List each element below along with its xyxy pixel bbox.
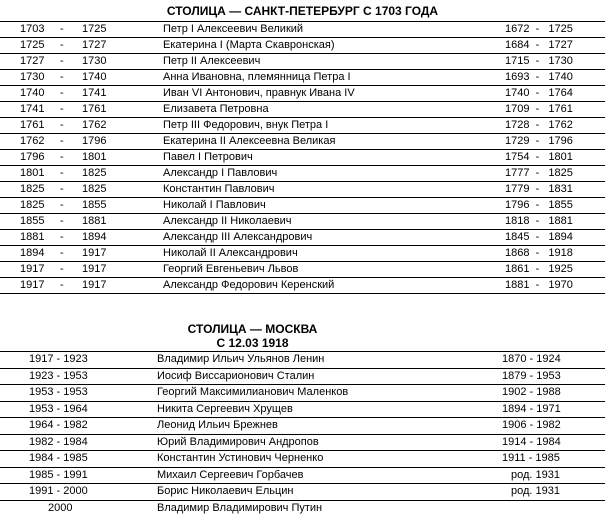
reign-years: 1964 - 1982 bbox=[29, 418, 88, 433]
reign-start: 1727 bbox=[20, 54, 44, 69]
table-row bbox=[0, 182, 605, 198]
table-row bbox=[0, 402, 605, 419]
life-years: 1881 - 1970 bbox=[505, 278, 573, 293]
reign-end: 1741 bbox=[82, 86, 106, 101]
reign-dash: - bbox=[60, 246, 64, 261]
ruler-name: Владимир Владимирович Путин bbox=[157, 501, 322, 516]
ruler-name: Екатерина I (Марта Скавронская) bbox=[163, 38, 335, 53]
life-years: 1740 - 1764 bbox=[505, 86, 573, 101]
ruler-name: Михаил Сергеевич Горбачев bbox=[157, 468, 303, 483]
reign-end: 1917 bbox=[82, 262, 106, 277]
table-row bbox=[0, 484, 605, 501]
reign-start: 1762 bbox=[20, 134, 44, 149]
ruler-name: Александр III Александрович bbox=[163, 230, 312, 245]
reign-end: 1725 bbox=[82, 22, 106, 37]
ruler-name: Петр II Алексеевич bbox=[163, 54, 260, 69]
reign-dash: - bbox=[60, 150, 64, 165]
reign-end: 1762 bbox=[82, 118, 106, 133]
life-years: род. 1931 bbox=[511, 484, 560, 499]
table-row bbox=[0, 435, 605, 452]
table-row bbox=[0, 214, 605, 230]
life-years: 1911 - 1985 bbox=[502, 451, 560, 466]
table-row bbox=[0, 198, 605, 214]
reign-start: 1796 bbox=[20, 150, 44, 165]
reign-dash: - bbox=[60, 102, 64, 117]
table-row bbox=[0, 134, 605, 150]
table-row bbox=[0, 352, 605, 369]
reign-start: 1730 bbox=[20, 70, 44, 85]
ruler-name: Иван VI Антонович, правнук Ивана IV bbox=[163, 86, 355, 101]
life-years: 1914 - 1984 bbox=[502, 435, 561, 450]
ruler-name: Константин Устинович Черненко bbox=[157, 451, 323, 466]
ruler-name: Александр Федорович Керенский bbox=[163, 278, 334, 293]
ruler-name: Георгий Максимилианович Маленков bbox=[157, 385, 348, 400]
life-years: 1902 - 1988 bbox=[502, 385, 561, 400]
reign-dash: - bbox=[60, 70, 64, 85]
ruler-name: Анна Ивановна, племянница Петра I bbox=[163, 70, 351, 85]
table-row bbox=[0, 166, 605, 182]
life-years: 1879 - 1953 bbox=[502, 369, 561, 384]
reign-end: 1881 bbox=[82, 214, 106, 229]
table-row bbox=[0, 70, 605, 86]
reign-start: 1761 bbox=[20, 118, 44, 133]
life-years: 1709 - 1761 bbox=[505, 102, 573, 117]
ruler-name: Николай II Александрович bbox=[163, 246, 298, 261]
reign-years: 1923 - 1953 bbox=[29, 369, 88, 384]
reign-dash: - bbox=[60, 86, 64, 101]
reign-years: 1953 - 1964 bbox=[29, 402, 88, 417]
ruler-name: Александр I Павлович bbox=[163, 166, 277, 181]
reign-dash: - bbox=[60, 262, 64, 277]
life-years: 1672 - 1725 bbox=[505, 22, 573, 37]
reign-dash: - bbox=[60, 182, 64, 197]
reign-end: 1796 bbox=[82, 134, 106, 149]
ruler-name: Константин Павлович bbox=[163, 182, 275, 197]
reign-end: 1761 bbox=[82, 102, 106, 117]
table-row bbox=[0, 468, 605, 485]
life-years: 1728 - 1762 bbox=[505, 118, 573, 133]
section-title-moscow: СТОЛИЦА — МОСКВА bbox=[0, 322, 505, 336]
reign-dash: - bbox=[60, 278, 64, 293]
ruler-name: Елизавета Петровна bbox=[163, 102, 269, 117]
table-row bbox=[0, 278, 605, 294]
reign-start: 1894 bbox=[20, 246, 44, 261]
table-row bbox=[0, 369, 605, 386]
life-years: 1777 - 1825 bbox=[505, 166, 573, 181]
reign-start: 1703 bbox=[20, 22, 44, 37]
reign-end: 1825 bbox=[82, 166, 106, 181]
reign-end: 1917 bbox=[82, 246, 106, 261]
table-row bbox=[0, 230, 605, 246]
section-subtitle-moscow-date: С 12.03 1918 bbox=[0, 336, 505, 350]
ruler-name: Владимир Ильич Ульянов Ленин bbox=[157, 352, 324, 367]
reign-dash: - bbox=[60, 38, 64, 53]
reign-end: 1730 bbox=[82, 54, 106, 69]
reign-end: 1825 bbox=[82, 182, 106, 197]
table-row bbox=[0, 246, 605, 262]
reign-start: 1725 bbox=[20, 38, 44, 53]
reign-end: 1740 bbox=[82, 70, 106, 85]
reign-years: 1917 - 1923 bbox=[29, 352, 88, 367]
moscow-rulers-table bbox=[0, 351, 605, 516]
life-years: род. 1931 bbox=[511, 468, 560, 483]
reign-dash: - bbox=[60, 230, 64, 245]
table-row bbox=[0, 418, 605, 435]
table-row bbox=[0, 118, 605, 134]
reign-start: 1917 bbox=[20, 278, 44, 293]
ruler-name: Екатерина II Алексеевна Великая bbox=[163, 134, 335, 149]
life-years: 1715 - 1730 bbox=[505, 54, 573, 69]
table-row bbox=[0, 38, 605, 54]
reign-start: 1917 bbox=[20, 262, 44, 277]
reign-years: 1984 - 1985 bbox=[29, 451, 88, 466]
life-years: 1729 - 1796 bbox=[505, 134, 573, 149]
reign-dash: - bbox=[60, 198, 64, 213]
ruler-name: Петр III Федорович, внук Петра I bbox=[163, 118, 328, 133]
table-row bbox=[0, 451, 605, 468]
ruler-name: Павел I Петрович bbox=[163, 150, 253, 165]
reign-dash: - bbox=[60, 134, 64, 149]
ruler-name: Петр I Алексеевич Великий bbox=[163, 22, 303, 37]
reign-start: 1881 bbox=[20, 230, 44, 245]
life-years: 1845 - 1894 bbox=[505, 230, 573, 245]
reign-start: 1801 bbox=[20, 166, 44, 181]
ruler-name: Леонид Ильич Брежнев bbox=[157, 418, 278, 433]
ruler-name: Борис Николаевич Ельцин bbox=[157, 484, 294, 499]
ruler-name: Иосиф Виссарионович Сталин bbox=[157, 369, 314, 384]
table-row bbox=[0, 385, 605, 402]
life-years: 1894 - 1971 bbox=[502, 402, 561, 417]
ruler-name: Юрий Владимирович Андропов bbox=[157, 435, 319, 450]
table-row bbox=[0, 102, 605, 118]
table-row bbox=[0, 86, 605, 102]
reign-start: 1825 bbox=[20, 182, 44, 197]
reign-dash: - bbox=[60, 166, 64, 181]
reign-end: 1855 bbox=[82, 198, 106, 213]
reign-years: 1982 - 1984 bbox=[29, 435, 88, 450]
life-years: 1779 - 1831 bbox=[505, 182, 573, 197]
ruler-name: Никита Сергеевич Хрущев bbox=[157, 402, 293, 417]
table-row bbox=[0, 262, 605, 278]
table-row bbox=[0, 150, 605, 166]
reign-end: 1727 bbox=[82, 38, 106, 53]
ruler-name: Георгий Евгеньевич Львов bbox=[163, 262, 298, 277]
st-petersburg-rulers-table bbox=[0, 21, 605, 294]
reign-end: 1801 bbox=[82, 150, 106, 165]
life-years: 1868 - 1918 bbox=[505, 246, 573, 261]
life-years: 1693 - 1740 bbox=[505, 70, 573, 85]
ruler-name: Александр II Николаевич bbox=[163, 214, 292, 229]
section-title-st-petersburg: СТОЛИЦА — САНКТ-ПЕТЕРБУРГ С 1703 ГОДА bbox=[30, 4, 575, 18]
life-years: 1796 - 1855 bbox=[505, 198, 573, 213]
life-years: 1818 - 1881 bbox=[505, 214, 573, 229]
reign-dash: - bbox=[60, 22, 64, 37]
reign-dash: - bbox=[60, 54, 64, 69]
reign-start: 1855 bbox=[20, 214, 44, 229]
life-years: 1754 - 1801 bbox=[505, 150, 573, 165]
life-years: 1861 - 1925 bbox=[505, 262, 573, 277]
reign-start: 1741 bbox=[20, 102, 44, 117]
reign-dash: - bbox=[60, 214, 64, 229]
reign-years: 1953 - 1953 bbox=[29, 385, 88, 400]
reign-end: 1917 bbox=[82, 278, 106, 293]
table-row bbox=[0, 54, 605, 70]
ruler-name: Николай I Павлович bbox=[163, 198, 266, 213]
life-years: 1684 - 1727 bbox=[505, 38, 573, 53]
table-row bbox=[0, 22, 605, 38]
reign-start: 1825 bbox=[20, 198, 44, 213]
reign-start: 1740 bbox=[20, 86, 44, 101]
reign-years: 1991 - 2000 bbox=[29, 484, 88, 499]
reign-years: 2000 bbox=[48, 501, 72, 516]
reign-dash: - bbox=[60, 118, 64, 133]
life-years: 1906 - 1982 bbox=[502, 418, 561, 433]
life-years: 1870 - 1924 bbox=[502, 352, 561, 367]
reign-years: 1985 - 1991 bbox=[29, 468, 88, 483]
reign-end: 1894 bbox=[82, 230, 106, 245]
